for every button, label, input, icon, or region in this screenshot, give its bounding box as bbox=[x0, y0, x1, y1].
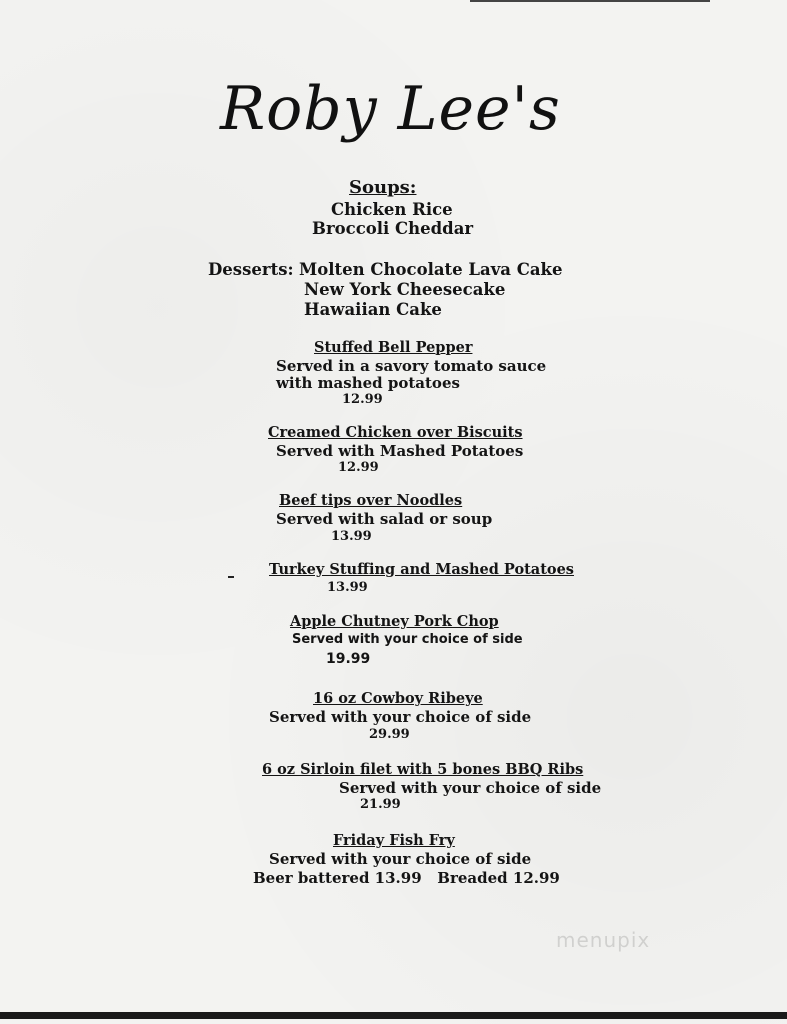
menu-item-name: Stuffed Bell Pepper bbox=[314, 339, 473, 356]
menu-item-description: Served with your choice of side bbox=[292, 632, 523, 647]
watermark: menupix bbox=[556, 928, 651, 952]
menu-item-name: Turkey Stuffing and Mashed Potatoes bbox=[269, 561, 574, 578]
stray-mark bbox=[228, 576, 234, 578]
dessert-item: Hawaiian Cake bbox=[304, 300, 442, 319]
menu-item-name: Apple Chutney Pork Chop bbox=[290, 613, 499, 630]
scan-edge-top bbox=[470, 0, 710, 2]
menu-item-price: 19.99 bbox=[326, 651, 371, 667]
menu-item-price: 29.99 bbox=[369, 727, 410, 742]
soup-item: Broccoli Cheddar bbox=[312, 219, 474, 238]
menu-item-price: 13.99 bbox=[327, 580, 368, 595]
menu-item-name: 6 oz Sirloin filet with 5 bones BBQ Ribs bbox=[262, 761, 584, 778]
menu-item-price: 21.99 bbox=[360, 797, 401, 812]
restaurant-name: Roby Lee's bbox=[220, 74, 561, 144]
soup-item: Chicken Rice bbox=[331, 200, 453, 219]
menu-item-name: Creamed Chicken over Biscuits bbox=[268, 424, 523, 441]
soups-heading: Soups: bbox=[349, 177, 417, 198]
menu-item-name: 16 oz Cowboy Ribeye bbox=[313, 690, 483, 707]
scan-edge-bottom bbox=[0, 1012, 787, 1019]
menu-item-description: Served with salad or soup bbox=[276, 510, 493, 528]
dessert-item: New York Cheesecake bbox=[304, 280, 506, 299]
menu-item-price: 12.99 bbox=[342, 392, 383, 407]
menu-item-description: Served with your choice of side bbox=[269, 850, 532, 868]
menu-item-description: Served with your choice of side bbox=[339, 779, 602, 797]
dessert-item: Molten Chocolate Lava Cake bbox=[299, 260, 563, 279]
menu-item-name: Beef tips over Noodles bbox=[279, 492, 463, 509]
menu-item-description: with mashed potatoes bbox=[276, 374, 460, 392]
menu-item-description: Served with Mashed Potatoes bbox=[276, 442, 524, 460]
menu-item-price: Beer battered 13.99 Breaded 12.99 bbox=[253, 869, 560, 887]
menu-item-name: Friday Fish Fry bbox=[333, 832, 455, 849]
menu-item-price: 12.99 bbox=[338, 460, 379, 475]
menu-item-description: Served in a savory tomato sauce bbox=[276, 357, 547, 375]
menu-item-price: 13.99 bbox=[331, 529, 372, 544]
desserts-label: Desserts: bbox=[208, 260, 294, 279]
menu-item-description: Served with your choice of side bbox=[269, 708, 532, 726]
